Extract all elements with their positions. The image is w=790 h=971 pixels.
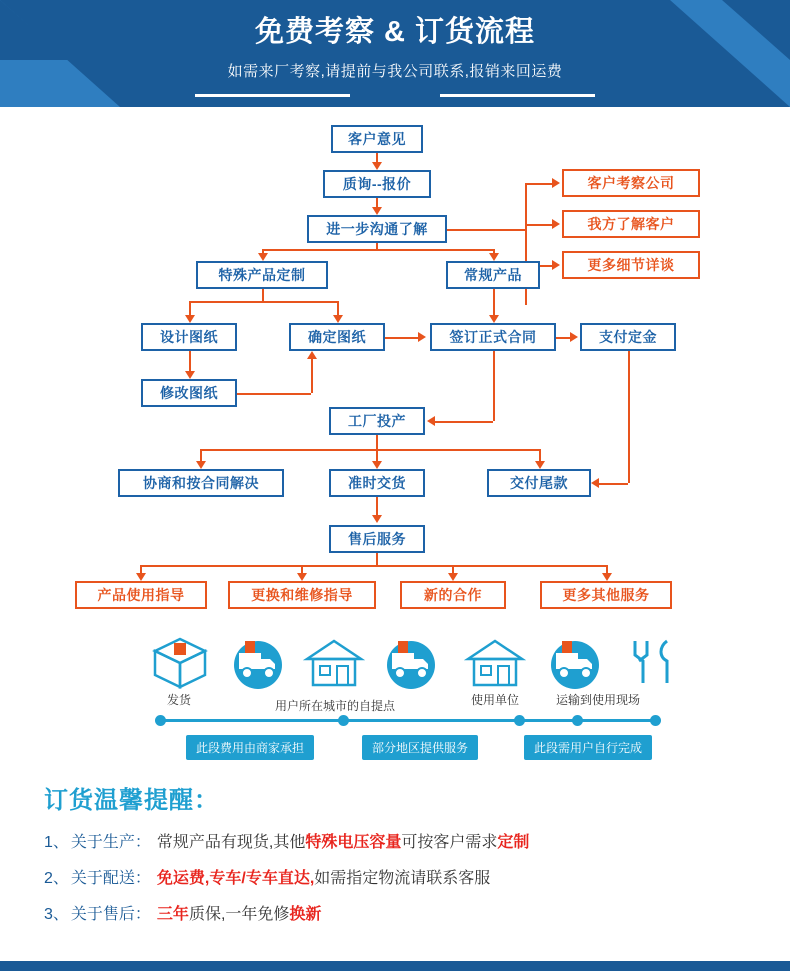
note-label: 关于配送：	[70, 870, 151, 887]
connector-line	[376, 198, 378, 207]
flow-node-n18: 售后服务	[329, 525, 425, 553]
note-text: 可按客户需求	[401, 834, 498, 851]
delivery-pill: 此段需用户自行完成	[524, 735, 652, 760]
connector-line	[200, 449, 202, 461]
note-text: 如需指定物流请联系客服	[314, 870, 491, 887]
order-process-flowchart	[0, 107, 790, 627]
note-row	[44, 865, 790, 888]
connector-line	[452, 565, 454, 573]
connector-arrow	[258, 253, 268, 261]
connector-arrow	[535, 461, 545, 469]
note-number: 3、	[44, 906, 69, 923]
header-underline	[195, 94, 595, 97]
connector-line	[311, 359, 313, 393]
connector-line	[189, 301, 191, 315]
note-row	[44, 829, 790, 852]
connector-line	[200, 449, 539, 451]
note-emphasis: 特殊电压容量	[305, 834, 402, 851]
connector-line	[301, 565, 303, 573]
connector-line	[525, 183, 552, 185]
notes-list	[44, 829, 790, 924]
connector-line	[262, 249, 493, 251]
house-icon	[464, 637, 526, 694]
timeline-dot	[514, 715, 525, 726]
note-body	[157, 865, 490, 888]
connector-line	[189, 351, 191, 371]
delivery-label: 发货	[166, 693, 191, 707]
flow-node-n13: 修改图纸	[141, 379, 237, 407]
connector-line	[493, 289, 495, 315]
house-icon	[303, 637, 365, 694]
flow-node-n11: 签订正式合同	[430, 323, 556, 351]
note-label: 关于生产：	[70, 834, 151, 851]
connector-arrow	[591, 478, 599, 488]
note-label: 关于售后：	[70, 906, 151, 923]
timeline-track	[160, 719, 658, 722]
connector-arrow	[570, 332, 578, 342]
page-header	[0, 0, 790, 107]
connector-arrow	[489, 253, 499, 261]
flow-node-n6: 更多细节详谈	[562, 251, 700, 279]
connector-arrow	[552, 178, 560, 188]
note-body	[157, 901, 321, 924]
note-number: 2、	[44, 870, 69, 887]
connector-arrow	[372, 461, 382, 469]
connector-line	[556, 337, 570, 339]
note-number: 1、	[44, 834, 69, 851]
connector-arrow	[372, 162, 382, 170]
connector-arrow	[489, 315, 499, 323]
note-body	[157, 829, 530, 852]
truck-icon	[225, 635, 291, 696]
flow-node-n15: 协商和按合同解决	[118, 469, 284, 497]
connector-line	[376, 497, 378, 515]
truck-icon	[542, 635, 608, 696]
note-emphasis: 定制	[497, 834, 530, 851]
flow-node-n2: 质询--报价	[323, 170, 431, 198]
connector-arrow	[448, 573, 458, 581]
wrench-icon	[625, 637, 681, 694]
connector-arrow	[372, 515, 382, 523]
connector-arrow	[427, 416, 435, 426]
flow-node-n9: 设计图纸	[141, 323, 237, 351]
connector-line	[385, 337, 418, 339]
bottom-bar	[0, 961, 790, 971]
connector-arrow	[196, 461, 206, 469]
truck-icon	[378, 635, 444, 696]
connector-line	[376, 449, 378, 461]
connector-arrow	[552, 260, 560, 270]
connector-arrow	[297, 573, 307, 581]
note-emphasis: 三年	[156, 906, 189, 923]
connector-line	[237, 393, 311, 395]
delivery-label: 用户所在城市的自提点	[274, 699, 395, 713]
connector-arrow	[185, 371, 195, 379]
connector-line	[493, 351, 495, 421]
flow-node-n17: 交付尾款	[487, 469, 591, 497]
connector-line	[628, 351, 630, 483]
flow-node-n7: 特殊产品定制	[196, 261, 328, 289]
connector-line	[337, 301, 339, 315]
note-emphasis: 换新	[289, 906, 322, 923]
note-emphasis: 免运费,专车/专车直达,	[156, 870, 315, 887]
flow-node-n1: 客户意见	[331, 125, 423, 153]
flow-node-n5: 我方了解客户	[562, 210, 700, 238]
delivery-pill: 部分地区提供服务	[362, 735, 478, 760]
connector-line	[189, 301, 337, 303]
flow-node-n3: 进一步沟通了解	[307, 215, 447, 243]
connector-line	[140, 565, 606, 567]
box-icon	[150, 635, 210, 696]
timeline-dot	[572, 715, 583, 726]
flow-node-n8: 常规产品	[446, 261, 540, 289]
flow-node-n16: 准时交货	[329, 469, 425, 497]
connector-line	[599, 483, 628, 485]
flow-node-n20: 更换和维修指导	[228, 581, 376, 609]
flow-node-n4: 客户考察公司	[562, 169, 700, 197]
delivery-illustration-strip	[0, 627, 790, 772]
connector-line	[376, 153, 378, 162]
note-row	[44, 901, 790, 924]
connector-arrow	[307, 351, 317, 359]
connector-line	[376, 553, 378, 565]
order-notes-section	[0, 772, 790, 924]
note-text: 常规产品有现货,其他	[156, 834, 306, 851]
note-text: 质保,一年免修	[188, 906, 290, 923]
connector-line	[435, 421, 493, 423]
page-title: 免费考察 & 订货流程	[254, 16, 536, 48]
delivery-label: 运输到使用现场	[555, 693, 640, 707]
flow-node-n21: 新的合作	[400, 581, 506, 609]
connector-arrow	[372, 207, 382, 215]
delivery-pill: 此段费用由商家承担	[186, 735, 314, 760]
connector-arrow	[552, 219, 560, 229]
connector-line	[262, 289, 264, 301]
flow-node-n12: 支付定金	[580, 323, 676, 351]
connector-arrow	[333, 315, 343, 323]
flow-node-n14: 工厂投产	[329, 407, 425, 435]
connector-arrow	[185, 315, 195, 323]
page-subtitle: 如需来厂考察,请提前与我公司联系,报销来回运费	[227, 62, 563, 80]
delivery-label: 使用单位	[470, 693, 519, 707]
connector-line	[539, 449, 541, 461]
connector-line	[525, 224, 552, 226]
flow-node-n22: 更多其他服务	[540, 581, 672, 609]
timeline-dot	[338, 715, 349, 726]
connector-line	[447, 229, 525, 231]
connector-line	[606, 565, 608, 573]
connector-line	[140, 565, 142, 573]
timeline-dot	[155, 715, 166, 726]
connector-line	[376, 435, 378, 449]
flow-node-n10: 确定图纸	[289, 323, 385, 351]
flow-node-n19: 产品使用指导	[75, 581, 207, 609]
connector-arrow	[136, 573, 146, 581]
timeline-dot	[650, 715, 661, 726]
connector-arrow	[418, 332, 426, 342]
notes-title: 订货温馨提醒：	[44, 787, 219, 814]
connector-arrow	[602, 573, 612, 581]
